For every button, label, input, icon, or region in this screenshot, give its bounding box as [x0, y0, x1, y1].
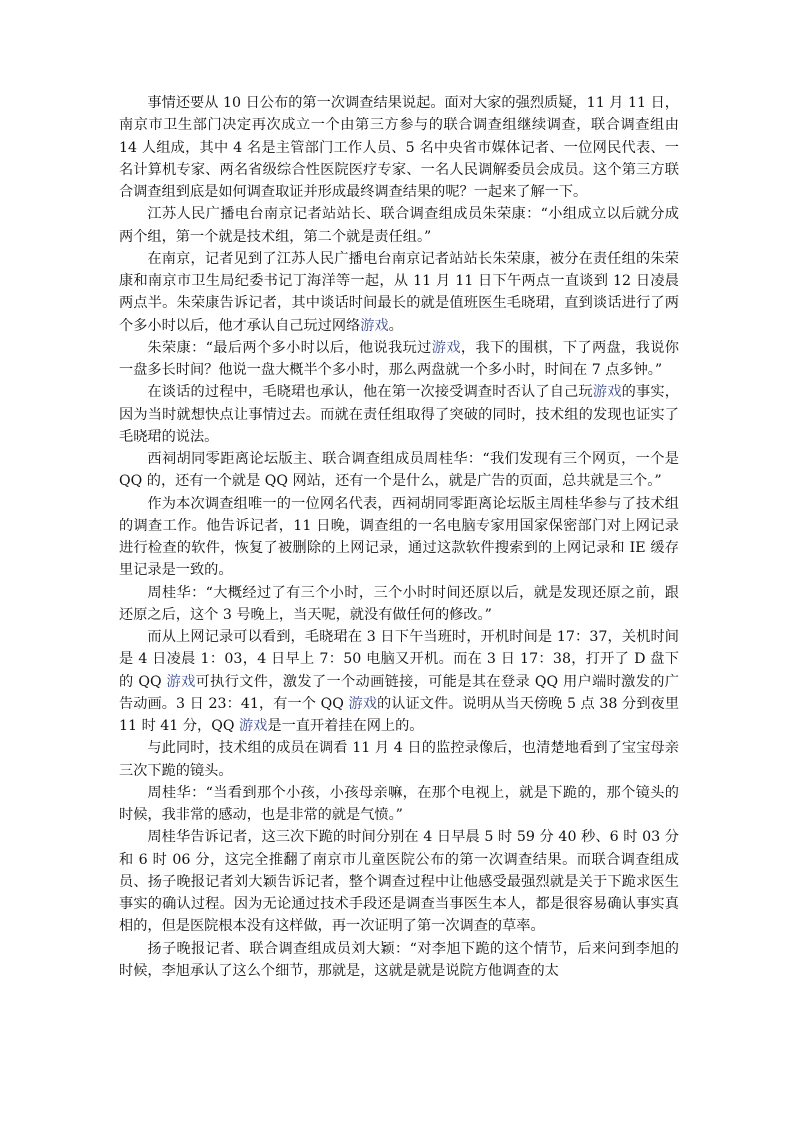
paragraph-text: 江苏人民广播电台南京记者站站长、联合调查组成员朱荣康：“小组成立以后就分成两个组，第一个就是技术组，第二个就是责任组。”: [119, 206, 679, 245]
paragraph: [119, 938, 679, 983]
keyword-link[interactable]: 游戏: [360, 317, 389, 334]
paragraph: [119, 448, 679, 493]
paragraph: [119, 582, 679, 627]
paragraph-text: 西祠胡同零距离论坛版主、联合调查组成员周桂华：“我们发现有三个网页，一个是 QQ 的，还有一个就是 QQ 网站，还有一个是什么，就是广告的页面，总共就是三个。”: [119, 451, 679, 490]
paragraph-text: ，我下的围棋，下了两盘，我说你一盘多长时间？他说一盘大概半个多小时，那么两盘就一个多小时，时间在 7 点多钟。”: [119, 339, 679, 378]
paragraph: [119, 782, 679, 827]
paragraph-text: 周桂华：“当看到那个小孩，小孩母亲嘛，在那个电视上，就是下跪的，那个镜头的时候，我非常的感动，也是非常的就是气愤。”: [119, 784, 679, 823]
paragraph: [119, 92, 679, 203]
paragraph-text: 作为本次调查组唯一的一位网名代表，西祠胡同零距离论坛版主周桂华参与了技术组的调查工作。他告诉记者，11 日晚，调查组的一名电脑专家用国家保密部门对上网记录进行检查的软件，恢复了被删除的上网记录，通过这款软件搜索到的上网记录和 IE 缓存里记录是一致的。: [119, 495, 679, 579]
paragraph-text: 是一直开着挂在网上的。: [267, 718, 424, 734]
paragraph-text: 可执行文件，激发了一个动画链接，可能是其在登录 QQ 用户端时激发的广告动画。3 日 23：41，有一个 QQ: [119, 673, 679, 712]
keyword-link[interactable]: 游戏: [238, 718, 268, 734]
paragraph-text: 事情还要从 10 日公布的第一次调查结果说起。面对大家的强烈质疑，11 月 11 日，南京市卫生部门决定再次成立一个由第三方参与的联合调查组继续调查，联合调查组由 14 人组成，其中 4 名是主管部门工作人员、5 名中央省市媒体记者、一位网民代表、一名计算机专家、两名省级综合性医院医疗专家、一名人民调解委员会成员。这个第三方联合调查组到底是如何调查取证并形成最终调查结果的呢？一起来了解一下。: [119, 95, 679, 200]
paragraph-text: 朱荣康：“最后两个多小时以后，他说我玩过: [147, 339, 432, 356]
paragraph: [119, 826, 679, 937]
paragraph: [119, 737, 679, 782]
paragraph-text: 在谈话的过程中，毛晓珺也承认，他在第一次接受调查时否认了自己玩: [147, 384, 593, 401]
keyword-link[interactable]: 游戏: [431, 339, 461, 356]
paragraph: [119, 203, 679, 248]
paragraph-text: 周桂华：“大概经过了有三个小时，三个小时时间还原以后，就是发现还原之前，跟还原之后，这个 3 号晚上，当天呢，就没有做任何的修改。”: [119, 584, 679, 623]
paragraph: [119, 626, 679, 737]
paragraph-text: 与此同时，技术组的成员在调看 11 月 4 日的监控录像后，也清楚地看到了宝宝母亲三次下跪的镜头。: [119, 740, 679, 779]
keyword-link[interactable]: 游戏: [348, 695, 377, 712]
paragraph-text: 扬子晚报记者、联合调查组成员刘大颖：“对李旭下跪的这个情节，后来问到李旭的时候，李旭承认了这么个细节，那就是，这就是就是说院方他调查的太: [119, 940, 679, 979]
paragraph-text: 的事实，因为当时就想快点让事情过去。而就在责任组取得了突破的同时，技术组的发现也证实了毛晓珺的说法。: [119, 384, 679, 445]
paragraph-text: 的认证文件。说明从当天傍晚 5 点 38 分到夜里 11 时 41 分，QQ: [119, 695, 680, 734]
keyword-link[interactable]: 游戏: [166, 673, 196, 690]
paragraph: [119, 337, 679, 382]
paragraph-text: 而从上网记录可以看到，毛晓珺在 3 日下午当班时，开机时间是 17：37，关机时间是 4 日凌晨 1：03，4 日早上 7：50 电脑又开机。而在 3 日 17：38，打开了 D 盘下的 QQ: [119, 629, 679, 690]
paragraph-text: 在南京，记者见到了江苏人民广播电台南京记者站站长朱荣康，被分在责任组的朱荣康和南京市卫生局纪委书记丁海洋等一起，从 11 月 11 日下午两点一直谈到 12 日凌晨两点半。朱荣康告诉记者，其中谈话时间最长的就是值班医生毛晓珺，直到谈话进行了两个多小时以后，他才承认自己玩过网络: [119, 250, 679, 334]
paragraph-text: 周桂华告诉记者，这三次下跪的时间分别在 4 日早晨 5 时 59 分 40 秒、6 时 03 分和 6 时 06 分，这完全推翻了南京市儿童医院公布的第一次调查结果。而联合调查组成员、扬子晚报记者刘大颖告诉记者，整个调查过程中让他感受最强烈就是关于下跪求医生事实的确认过程。因为无论通过技术手段还是调查当事医生本人，都是很容易确认事实真相的，但是医院根本没有这样做，再一次证明了第一次调查的草率。: [119, 829, 679, 935]
paragraph: [119, 381, 679, 448]
paragraph: [119, 248, 679, 337]
paragraph: [119, 493, 679, 582]
keyword-link[interactable]: 游戏: [592, 384, 622, 401]
document-body: [119, 92, 679, 982]
paragraph-text: 。: [388, 317, 403, 334]
